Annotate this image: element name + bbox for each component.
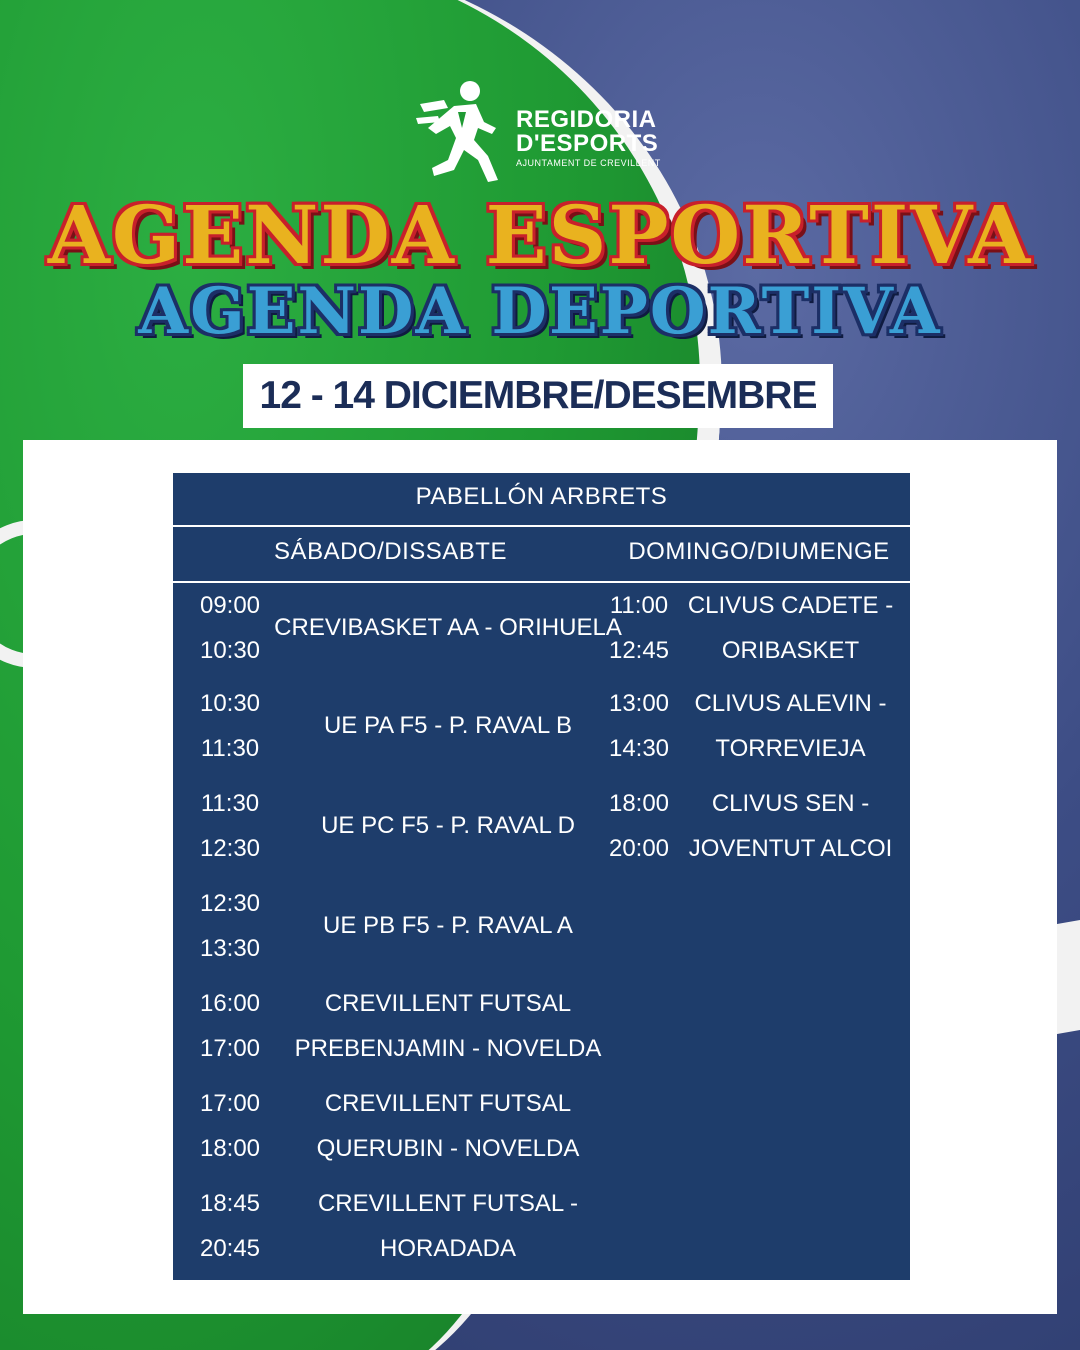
event-end-time: 10:30 [199,637,261,664]
event-match-line: CLIVUS SEN - [711,790,870,817]
event-end-time: 14:30 [608,735,670,762]
event-end-time: 13:30 [199,935,261,962]
event-start-time: 09:00 [199,592,261,619]
event-start-time: 13:00 [608,690,670,717]
logo-line-2: D'ESPORTS [516,130,659,157]
saturday-header: SÁBADO/DISSABTE [274,538,507,565]
logo [414,78,674,183]
event-start-time: 18:00 [608,790,670,817]
event-match-line: TORREVIEJA [715,735,866,762]
event-match-line: CREVILLENT FUTSAL - [317,1190,579,1217]
sat-event [173,1181,910,1273]
title-sub: AGENDA DEPORTIVA [138,274,942,349]
sunday-header: DOMINGO/DIUMENGE [628,538,890,565]
date-range: 12 - 14 DICIEMBRE/DESEMBRE [243,364,833,428]
event-end-time: 11:30 [200,735,260,762]
event-match-line: UE PB F5 - P. RAVAL A [323,912,573,939]
logo-text [516,108,661,168]
event-match-line: QUERUBIN - NOVELDA [316,1135,580,1162]
event-start-time: 18:45 [199,1190,261,1217]
event-match-line: UE PA F5 - P. RAVAL B [323,712,573,739]
event-match-line: CREVIBASKET AA - ORIHUELA [274,614,622,641]
sat-event [173,981,910,1073]
sat-event [173,881,910,973]
event-match-line: CLIVUS ALEVIN - [694,690,887,717]
event-end-time: 20:45 [199,1235,261,1262]
event-match-line: HORADADA [379,1235,517,1262]
event-start-time: 16:00 [199,990,261,1017]
event-match-line: JOVENTUT ALCOI [688,835,893,862]
event-end-time: 17:00 [199,1035,261,1062]
event-match-line: UE PC F5 - P. RAVAL D [321,812,575,839]
sun-event [173,781,910,873]
event-match-line: CREVILLENT FUTSAL [324,1090,572,1117]
event-match-line: CLIVUS CADETE - [687,592,894,619]
event-match-line: ORIBASKET [721,637,860,664]
event-match-line: CREVILLENT FUTSAL [324,990,572,1017]
event-match-line: PREBENJAMIN - NOVELDA [294,1035,602,1062]
event-start-time: 12:30 [199,890,261,917]
logo-line-3: AJUNTAMENT DE CREVILLENT [516,158,661,168]
schedule-table [173,473,910,1280]
sun-event [173,681,910,773]
event-end-time: 12:45 [608,637,670,664]
venue-header: PABELLÓN ARBRETS [173,473,910,527]
sun-event [173,583,910,675]
runner-icon [414,78,506,183]
schedule-card [23,440,1057,1314]
event-start-time: 10:30 [199,690,261,717]
logo-line-1: REGIDORIA [516,106,657,133]
sat-event [173,1081,910,1173]
event-end-time: 18:00 [199,1135,261,1162]
event-start-time: 11:30 [200,790,260,817]
title-main: AGENDA ESPORTIVA [47,188,1033,282]
event-end-time: 20:00 [608,835,670,862]
event-start-time: 11:00 [609,592,669,619]
event-start-time: 17:00 [199,1090,261,1117]
event-end-time: 12:30 [199,835,261,862]
